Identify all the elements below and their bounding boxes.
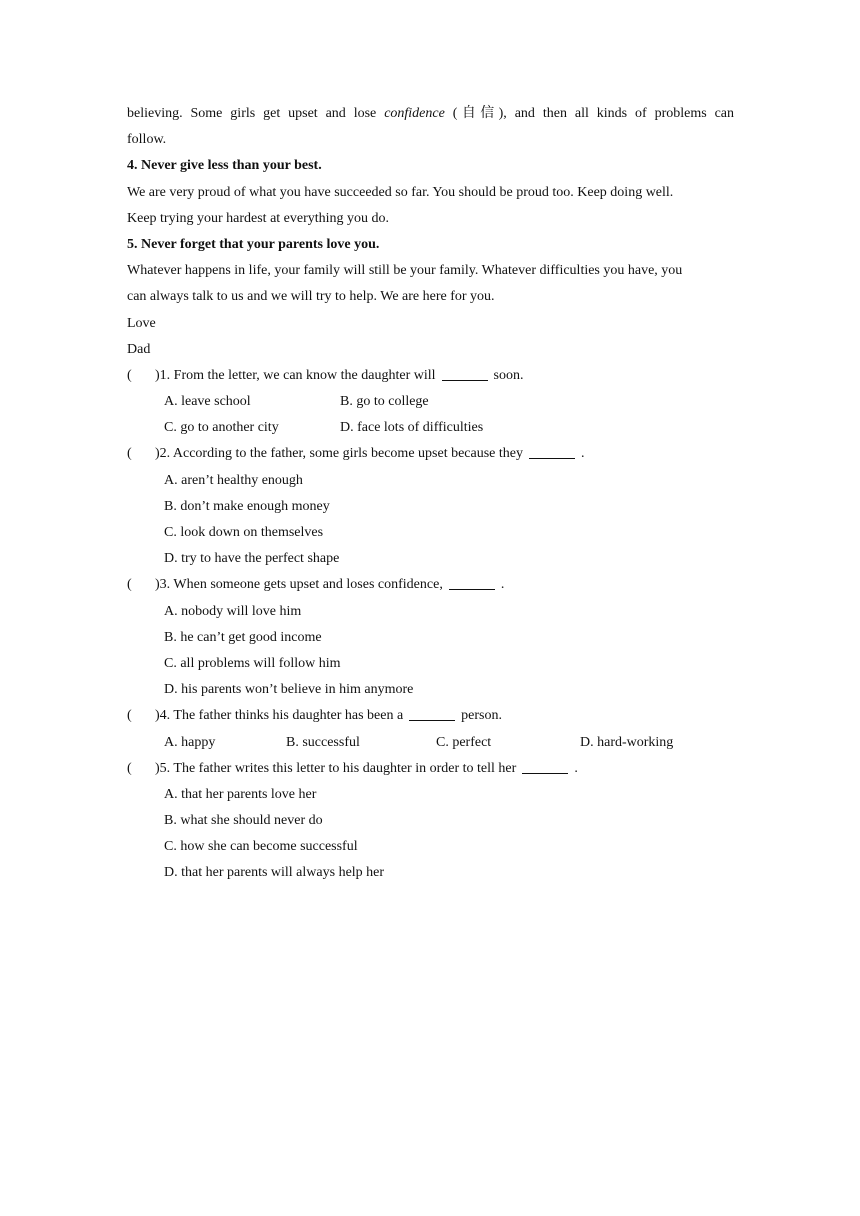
question-stem-end: .: [581, 446, 585, 462]
passage-text: believing. Some girls get upset and lose: [127, 106, 377, 121]
question-5: [127, 756, 734, 782]
option-b: B. what she should never do: [164, 813, 323, 829]
answer-blank[interactable]: [529, 444, 575, 459]
question-stem: )2. According to the father, some girls become upset because they: [155, 446, 523, 462]
question-3: [127, 572, 734, 598]
passage-line: Keep trying your hardest at everything you do.: [127, 210, 390, 226]
answer-paren[interactable]: (: [127, 760, 132, 776]
passage-text: (自信), and then all kinds of problems can: [452, 106, 735, 121]
option-c: C. look down on themselves: [164, 525, 324, 540]
answer-blank[interactable]: [449, 575, 495, 590]
options-row: [127, 389, 734, 415]
passage-line: Whatever happens in life, your family will still be your family. Whatever difficulties you have, you: [127, 263, 683, 279]
question-stem-end: .: [574, 760, 578, 776]
question-1: [127, 363, 734, 389]
answer-paren[interactable]: (: [127, 577, 132, 593]
option-c: C. all problems will follow him: [164, 655, 341, 671]
option-c: C. how she can become successful: [164, 839, 358, 855]
answer-paren[interactable]: (: [127, 446, 132, 462]
option-c: C. go to another city: [164, 420, 279, 436]
passage-line: [127, 101, 734, 127]
option-a: A. aren’t healthy enough: [164, 472, 303, 488]
question-stem: )3. When someone gets upset and loses confidence,: [155, 577, 443, 593]
options-row: [127, 730, 734, 756]
document-page: [127, 101, 734, 887]
question-stem: )5. The father writes this letter to his daughter in order to tell her: [155, 760, 517, 776]
option-a: A. that her parents love her: [164, 786, 317, 802]
option-d: D. face lots of difficulties: [340, 420, 484, 436]
option-a: A. happy: [164, 734, 216, 750]
letter-signature: Dad: [127, 341, 151, 357]
option-d: D. hard-working: [580, 734, 674, 750]
option-c: C. perfect: [436, 734, 492, 750]
question-4: [127, 703, 734, 729]
passage-line: follow.: [127, 132, 167, 148]
answer-paren[interactable]: (: [127, 708, 132, 724]
option-d: D. try to have the perfect shape: [164, 551, 340, 567]
question-stem-end: person.: [461, 708, 502, 724]
question-stem-end: soon.: [493, 367, 524, 383]
question-stem: )4. The father thinks his daughter has been a: [155, 708, 404, 724]
option-d: D. his parents won’t believe in him anymore: [164, 682, 414, 698]
option-b: B. go to college: [340, 394, 429, 410]
passage-line: can always talk to us and we will try to help. We are here for you.: [127, 289, 495, 305]
question-2: [127, 441, 734, 467]
question-stem: )1. From the letter, we can know the daughter will: [155, 367, 436, 383]
section-heading-5: 5. Never forget that your parents love you.: [127, 236, 380, 252]
option-a: A. nobody will love him: [164, 603, 302, 619]
passage-italic-word: confidence: [384, 106, 445, 121]
letter-closing: Love: [127, 315, 156, 331]
question-stem-end: .: [500, 577, 505, 593]
option-b: B. he can’t get good income: [164, 629, 322, 645]
answer-paren[interactable]: (: [127, 367, 132, 383]
option-b: B. don’t make enough money: [164, 498, 330, 514]
answer-blank[interactable]: [409, 706, 455, 721]
option-a: A. leave school: [164, 394, 251, 410]
section-heading-4: 4. Never give less than your best.: [127, 158, 322, 174]
option-b: B. successful: [286, 734, 360, 750]
passage-line: We are very proud of what you have succeeded so far. You should be proud too. Keep doing well.: [127, 184, 674, 200]
option-d: D. that her parents will always help her: [164, 865, 385, 881]
answer-blank[interactable]: [522, 759, 568, 774]
options-row: [127, 415, 734, 441]
answer-blank[interactable]: [442, 366, 488, 381]
